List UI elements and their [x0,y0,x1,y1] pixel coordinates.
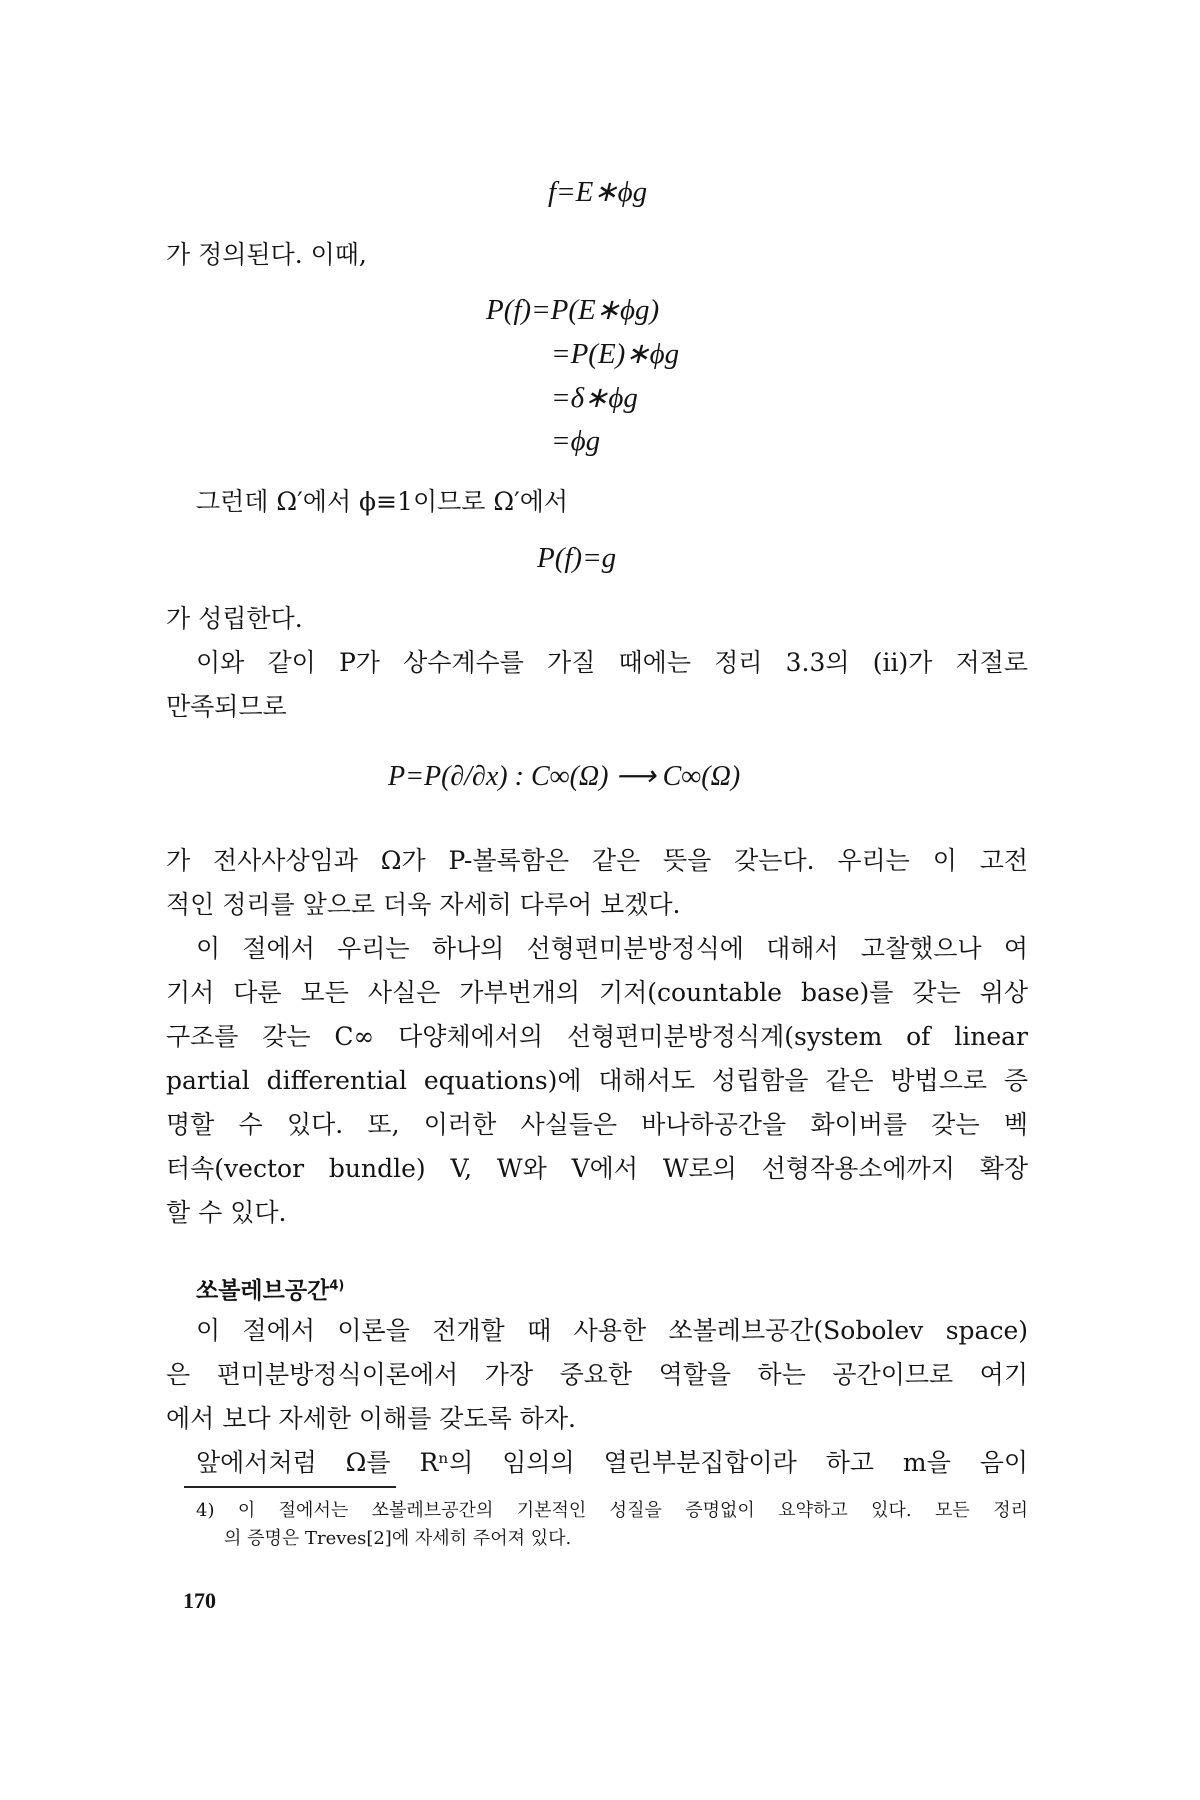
section-heading-text: 쏘볼레브공간 [196,1278,330,1304]
section-heading [196,1272,344,1305]
text-line: 터속(vector bundle) V, W와 V에서 W로의 선형작용소에까지 확장 [166,1154,1028,1183]
equation-f-definition: f=E∗ϕg [548,176,648,208]
text-line: 적인 정리를 앞으로 더욱 자세히 다루어 보겠다. [166,890,681,919]
text-line: 은 편미분방정식이론에서 가장 중요한 역할을 하는 공간이므로 여기 [166,1360,1028,1389]
text-line: 앞에서처럼 Ω를 Rⁿ의 임의의 열린부분집합이라 하고 m을 음이 [196,1448,1028,1477]
text-line: 이 절에서 우리는 하나의 선형편미분방정식에 대해서 고찰했으나 여 [196,934,1028,963]
equation-pf-line1: P(f)=P(E∗ϕg) [486,294,660,326]
text-line: 가 정의된다. 이때, [166,240,367,269]
text-line: 만족되므로 [166,692,287,721]
text-line: 이 절에서 이론을 전개할 때 사용한 쏘볼레브공간(Sobolev space) [196,1316,1028,1345]
equation-pf-line4: =ϕg [551,425,601,457]
equation-pf-line3: =δ∗ϕg [551,382,638,414]
text-line: partial differential equations)에 대해서도 성립함을 같은 방법으로 증 [166,1066,1028,1095]
footnote-marker: 4) [329,1278,345,1294]
footnote-rule [184,1486,396,1488]
page-number: 170 [183,1588,216,1613]
text-line: 가 성립한다. [166,604,303,633]
equation-pf-line2: =P(E)∗ϕg [551,338,680,370]
equation-pf-equals-g: P(f)=g [537,542,617,574]
text-line: 에서 보다 자세한 이해를 갖도록 하자. [166,1404,576,1433]
footnote-line: 의 증명은 Treves[2]에 자세히 주어져 있다. [224,1528,572,1549]
text-line: 할 수 있다. [166,1198,287,1227]
footnote-line: 4) 이 절에서는 쏘볼레브공간의 기본적인 성질을 증명없이 요약하고 있다. 모든 정리 [196,1500,1028,1521]
equation-operator-mapping: P=P(∂/∂x) : C∞(Ω) ⟶ C∞(Ω) [388,761,741,792]
text-line: 기서 다룬 모든 사실은 가부번개의 기저(countable base)를 갖는 위상 [166,978,1028,1007]
text-line: 가 전사사상임과 Ω가 P-볼록함은 같은 뜻을 갖는다. 우리는 이 고전 [166,846,1028,875]
text-line: 이와 같이 P가 상수계수를 가질 때에는 정리 3.3의 (ii)가 저절로 [196,648,1028,677]
text-line: 그런데 Ω′에서 ϕ≡1이므로 Ω′에서 [196,487,569,516]
text-line: 명할 수 있다. 또, 이러한 사실들은 바나하공간을 화이버를 갖는 벡 [166,1110,1028,1139]
text-line: 구조를 갖는 C∞ 다양체에서의 선형편미분방정식계(system of linear [166,1022,1028,1051]
